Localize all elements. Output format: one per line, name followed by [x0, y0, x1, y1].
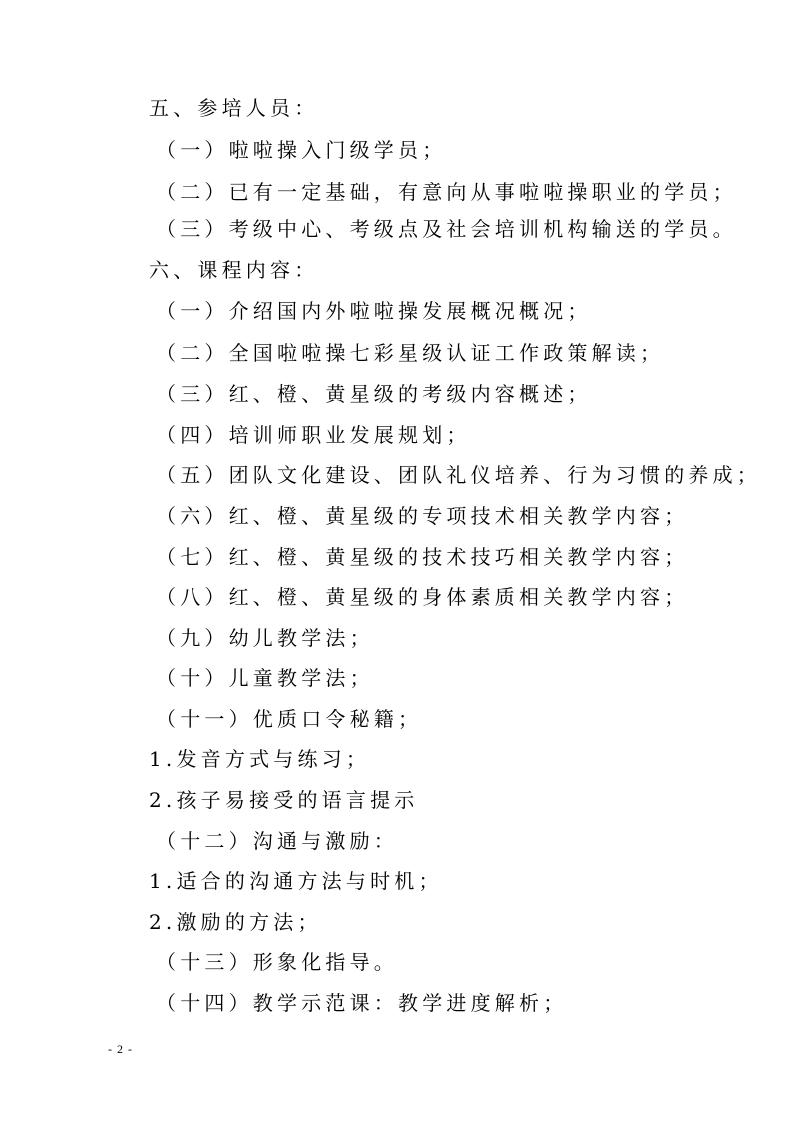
list-item: （二）全国啦啦操七彩星级认证工作政策解读；: [156, 341, 665, 365]
list-item: （十四）教学示范课：教学进度解析；: [156, 991, 568, 1015]
sub-item: 2.激励的方法；: [149, 910, 322, 934]
list-item: （六）红、橙、黄星级的专项技术相关教学内容；: [156, 504, 689, 528]
list-item: （七）红、橙、黄星级的技术技巧相关教学内容；: [156, 545, 689, 569]
section-5-heading: 五、参培人员：: [149, 96, 319, 120]
list-item: （八）红、橙、黄星级的身体素质相关教学内容；: [156, 585, 689, 609]
section-6-heading: 六、课程内容：: [149, 258, 319, 282]
sub-item: 1.发音方式与练习；: [149, 747, 371, 771]
list-item: （十）儿童教学法；: [156, 666, 374, 690]
page-number: - 2 -: [108, 1042, 133, 1056]
list-item: （二）已有一定基础，有意向从事啦啦操职业的学员；: [156, 180, 737, 204]
list-item: （五）团队文化建设、团队礼仪培养、行为习惯的养成；: [156, 463, 761, 487]
list-item: （十一）优质口令秘籍；: [156, 707, 423, 731]
list-item: （十三）形象化指导。: [156, 950, 398, 974]
list-item: （三）红、橙、黄星级的考级内容概述；: [156, 382, 592, 406]
list-item: （九）幼儿教学法；: [156, 626, 374, 650]
list-item: （十二）沟通与激励：: [156, 829, 398, 853]
list-item: （三）考级中心、考级点及社会培训机构输送的学员。: [156, 217, 737, 241]
sub-item: 2.孩子易接受的语言提示: [149, 788, 419, 812]
list-item: （四）培训师职业发展规划；: [156, 423, 471, 447]
list-item: （一）啦啦操入门级学员；: [156, 138, 447, 162]
sub-item: 1.适合的沟通方法与时机；: [149, 869, 443, 893]
list-item: （一）介绍国内外啦啦操发展概况概况；: [156, 299, 592, 323]
